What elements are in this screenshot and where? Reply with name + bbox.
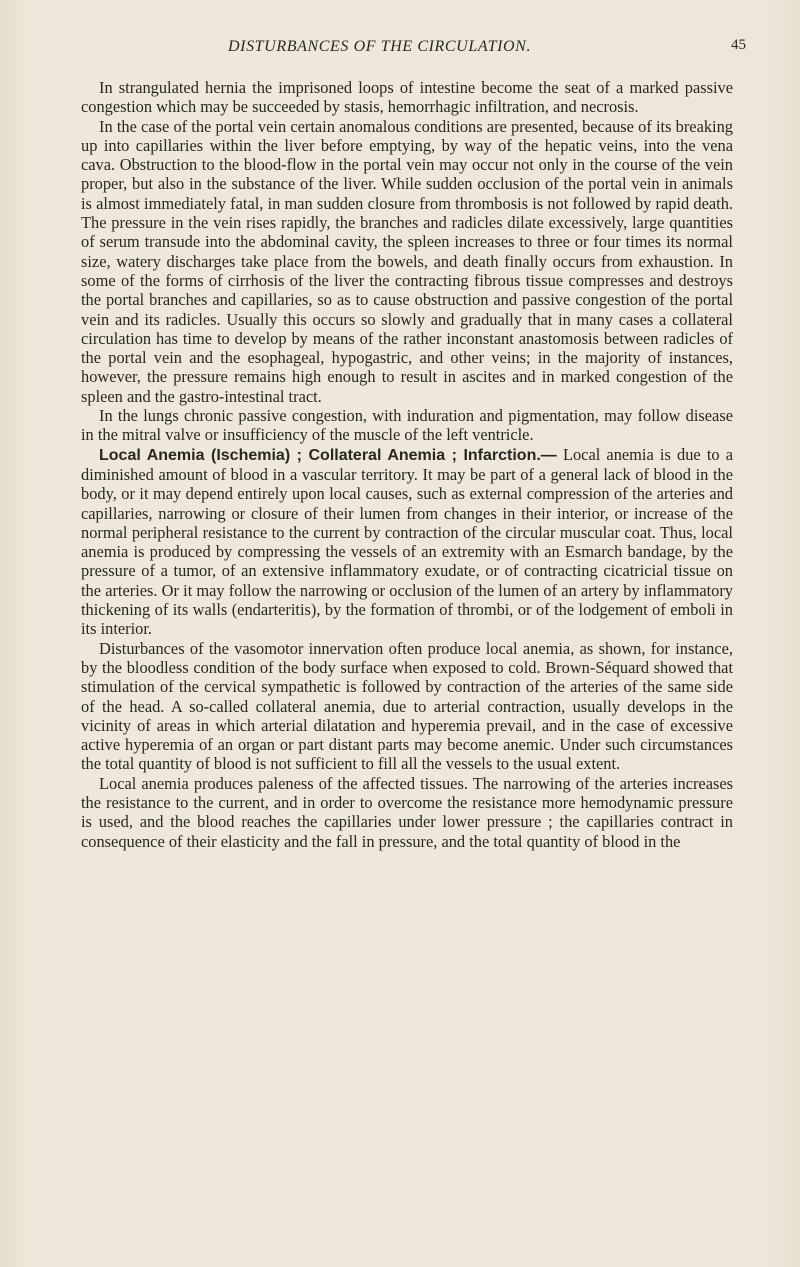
paragraph-vasomotor: Disturbances of the vasomotor innervation often produce local anemia, as shown, for instance, by the bloodless condition of the body surface when exposed to cold. Brown-Séquard showed that stimulation of the cervical sympathetic is followed by contraction of the arteries of the same side of the head. A so-called collateral anemia, due to arterial contraction, usually develops in the vicinity of areas in which arterial dilatation and hyperemia prevail, and in the case of excessive active hyperemia of an organ or part distant parts may become anemic. Under such circumstances the total quantity of blood is not sufficient to fill all the vessels to the usual extent.	[81, 638, 733, 774]
running-title: DISTURBANCES OF THE CIRCULATION.	[228, 38, 532, 55]
paragraph-portal-vein: In the case of the portal vein certain anomalous conditions are presented, because of its breaking up into capillaries within the liver before emptying, by way of the hepatic veins, into the vena cava. Obstruction to the blood-flow in the portal vein may occur not only in the course of the vein proper, but also in the substance of the liver. While sudden occlusion of the portal vein in animals is almost immediately fatal, in man sudden closure from thrombosis is not followed by rapid death. The pressure in the vein rises rapidly, the branches and radicles dilate excessively, large quantities of serum transude into the abdominal cavity, the spleen increases to three or four times its normal size, watery discharges take place from the bowels, and death finally occurs from exhaustion. In some of the forms of cirrhosis of the liver the contracting fibrous tissue compresses and destroys the portal branches and capillaries, so as to cause obstruction and passive congestion of the portal vein and its radicles. Usually this occurs so slowly and gradually that in many cases a collateral circulation has time to develop by means of the rather inconstant anastomosis between radicles of the portal vein and the esophageal, hypogastric, and other veins; in the majority of instances, however, the pressure remains high enough to result in ascites and in marked congestion of the spleen and the gastro-intestinal tract.	[81, 116, 733, 406]
section-heading: Local Anemia (Ischemia) ; Collateral Anemia ; Infarction.—	[99, 446, 557, 464]
running-head	[0, 36, 800, 66]
paragraph-paleness: Local anemia produces paleness of the affected tissues. The narrowing of the arteries increases the resistance to the current, and in order to overcome the resistance more hemodynamic pressure is used, and the blood reaches the capillaries under lower pressure ; the capillaries contract in consequence of their elasticity and the fall in pressure, and the total quantity of blood in the	[81, 773, 733, 851]
page-number: 45	[731, 37, 746, 53]
body-text	[81, 78, 733, 851]
paragraph-strangulated-hernia: In strangulated hernia the imprisoned loops of intestine become the seat of a marked passive congestion which may be succeeded by stasis, hemorrhagic infiltration, and necrosis.	[81, 78, 733, 117]
section-lead-text: Local anemia is due to a diminished amount of blood in a vascular territory. It may be part of a general lack of blood in the body, or it may depend entirely upon local causes, such as external compression of the arteries and capillaries, narrowing or closure of their lumen from changes in their interior, or increase of the normal peripheral resistance to the current by contraction of the circular muscular coat. Thus, local anemia is produced by compressing the vessels of an extremity with an Esmarch bandage, by the pressure of a tumor, of an extensive inflammatory exudate, or of contracting cicatricial tissue on the arteries. Or it may follow the narrowing or occlusion of the lumen of an artery by inflammatory thickening of its walls (endarteritis), by the formation of thrombi, or of the lodgement of emboli in its interior.	[81, 444, 734, 639]
paragraph-lungs: In the lungs chronic passive congestion, with induration and pigmentation, may follow disease in the mitral valve or insufficiency of the muscle of the left ventricle.	[81, 406, 733, 445]
paragraph-local-anemia	[81, 445, 733, 639]
